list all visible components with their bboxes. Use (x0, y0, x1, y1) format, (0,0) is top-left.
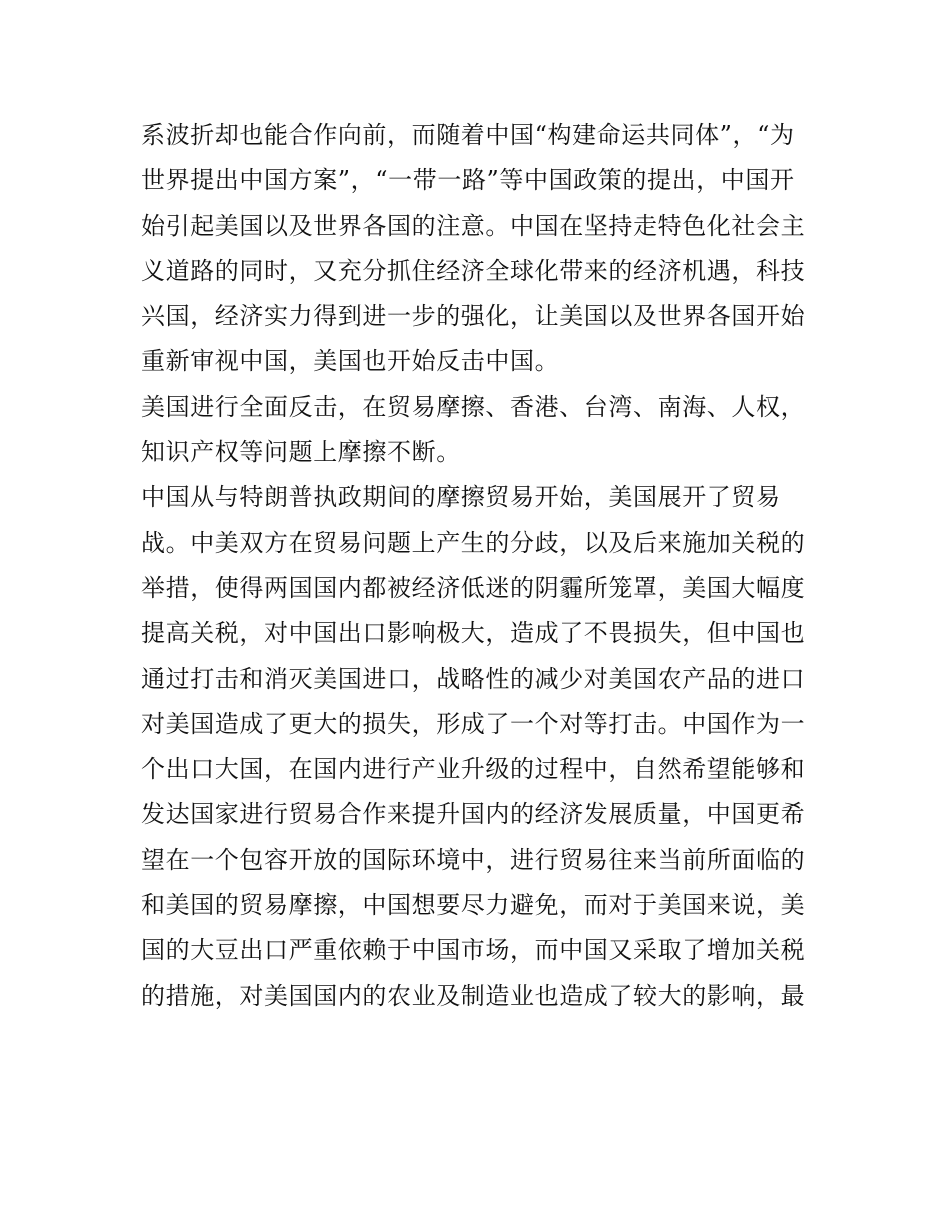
body-text (141, 113, 821, 1019)
text-line: 望在一个包容开放的国际环境中，进行贸易往来当前所面临的 (141, 845, 806, 874)
text-line: 和美国的贸易摩擦，中国想要尽力避免，而对于美国来说，美 (141, 891, 806, 920)
text-line: 提高关税，对中国出口影响极大，造成了不畏损失，但中国也 (141, 619, 806, 648)
text-line: 义道路的同时，又充分抓住经济全球化带来的经济机遇，科技 (141, 256, 806, 285)
text-line: 对美国造成了更大的损失，形成了一个对等打击。中国作为一 (141, 709, 806, 738)
text-line: 系波折却也能合作向前，而随着中国“构建命运共同体”，“为 (141, 121, 795, 149)
text-line: 世界提出中国方案”，“一带一路”等中国政策的提出，中国开 (141, 166, 795, 195)
text-line: 的措施，对美国国内的农业及制造业也造成了较大的影响，最 (141, 981, 806, 1010)
text-line: 举措，使得两国国内都被经济低迷的阴霾所笼罩，美国大幅度 (141, 573, 806, 602)
text-line: 兴国，经济实力得到进一步的强化，让美国以及世界各国开始 (141, 302, 806, 331)
text-line: 美国进行全面反击，在贸易摩擦、香港、台湾、南海、人权， (141, 392, 806, 421)
text-line: 始引起美国以及世界各国的注意。中国在坚持走特色化社会主 (141, 211, 806, 240)
text-line: 通过打击和消灭美国进口，战略性的减少对美国农产品的进口 (141, 664, 806, 693)
text-line: 战。中美双方在贸易问题上产生的分歧，以及后来施加关税的 (141, 528, 806, 557)
text-line: 重新审视中国，美国也开始反击中国。 (141, 347, 560, 376)
text-line: 知识产权等问题上摩擦不断。 (141, 438, 461, 467)
text-line: 中国从与特朗普执政期间的摩擦贸易开始，美国展开了贸易 (141, 483, 781, 512)
text-line: 个出口大国，在国内进行产业升级的过程中，自然希望能够和 (141, 755, 806, 784)
text-line: 发达国家进行贸易合作来提升国内的经济发展质量，中国更希 (141, 800, 806, 829)
text-line: 国的大豆出口严重依赖于中国市场，而中国又采取了增加关税 (141, 936, 806, 965)
